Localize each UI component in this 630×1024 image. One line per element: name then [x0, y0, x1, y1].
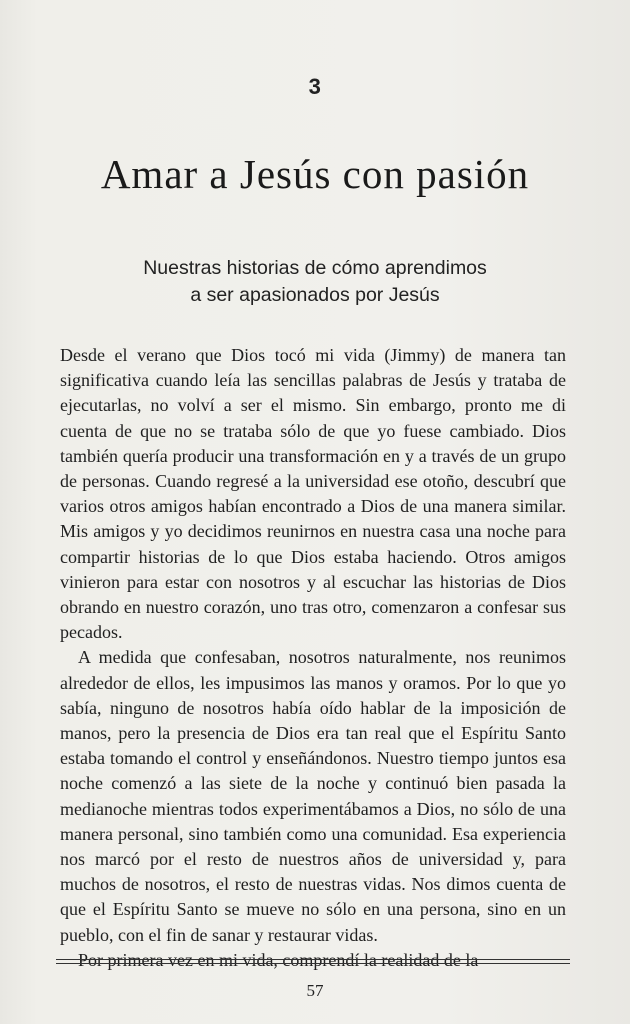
subtitle-line-2: a ser apasionados por Jesús — [190, 284, 440, 306]
subtitle-line-1: Nuestras historias de cómo aprendimos — [143, 257, 487, 279]
paragraph-1: Desde el verano que Dios tocó mi vida (Jimmy) de manera tan significativa cuando leía las sencillas palabras de Jesús y trataba de ejecutarlas, no volví a ser el mismo. Sin embargo, pronto me di cuenta de que no se trataba sólo de que yo fuese cambiado. Dios también quería producir una transformación en y a través de un grupo de personas. Cuando regresé a la universidad ese otoño, descubrí que varios otros amigos habían encontrado a Dios de una manera similar. Mis amigos y yo decidimos reunirnos en nuestra casa una noche para compartir historias de lo que Dios estaba haciendo. Otros amigos vinieron para estar con nosotros y al escuchar las historias de Dios obrando en nuestro corazón, uno tras otro, comenzaron a confesar sus pecados. — [60, 345, 566, 643]
paragraph-3: Por primera vez en mi vida, comprendí la realidad de la — [78, 949, 479, 970]
chapter-number: 3 — [308, 74, 322, 99]
chapter-subtitle — [0, 255, 630, 309]
footer-rule-bottom — [56, 963, 570, 964]
body-text — [60, 343, 566, 973]
page-number: 57 — [306, 981, 324, 1000]
paragraph-2: A medida que confesaban, nosotros naturalmente, nos reunimos alrededor de ellos, les impusimos las manos y oramos. Por lo que yo sabía, ninguno de nosotros había oído hablar de la imposición de manos, pero la presencia de Dios era tan real que el Espíritu Santo estaba tomando el control y enseñándonos. Nuestro tiempo juntos esa noche comenzó a las siete de la noche y continuó bien pasada la medianoche mientras todos experimentábamos a Dios, no sólo de una manera personal, sino también como una comunidad. Esa experiencia nos marcó por el resto de nuestros años de universidad y, para muchos de nosotros, el resto de nuestras vidas. Nos dimos cuenta de que el Espíritu Santo se mueve no sólo en una persona, sino en un pueblo, con el fin de sanar y restaurar vidas. — [60, 647, 566, 945]
footer-rule-top — [56, 959, 570, 960]
chapter-title: Amar a Jesús con pasión — [100, 151, 530, 197]
